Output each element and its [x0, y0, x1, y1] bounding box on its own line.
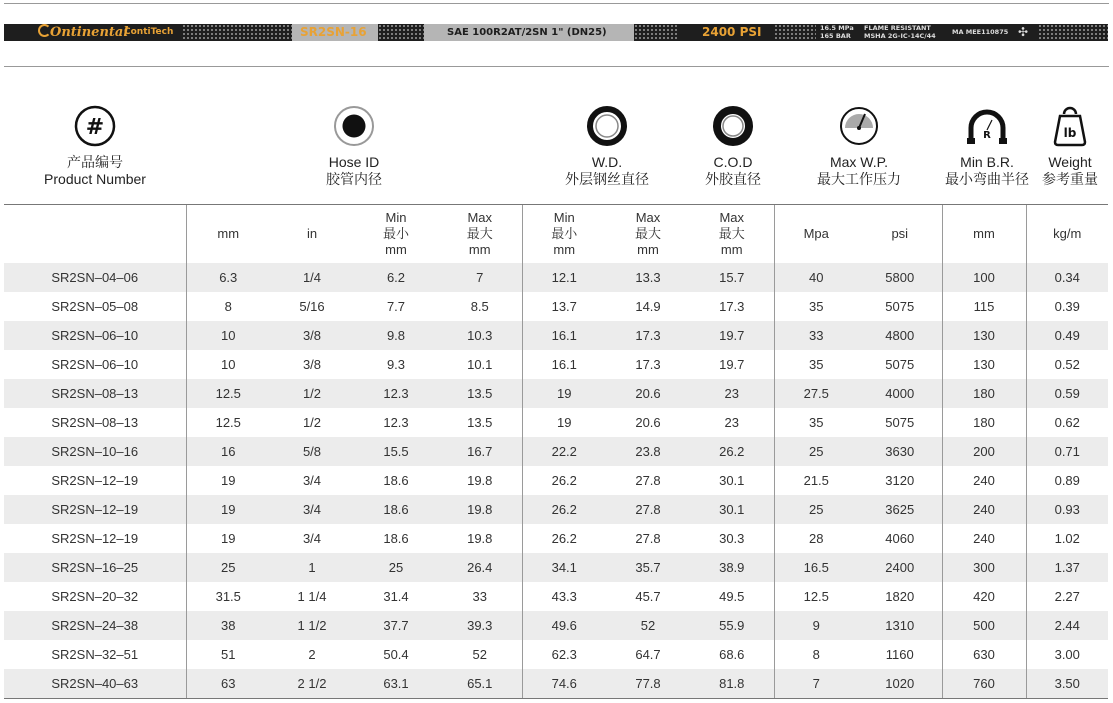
column-header: Min 最小 mm — [354, 205, 438, 264]
table-cell: 19.8 — [467, 531, 493, 546]
table-cell: 16.7 — [438, 437, 522, 466]
table-cell: 37.7 — [354, 611, 438, 640]
table-cell: 30.1 — [719, 473, 745, 488]
cod-en: C.O.D — [713, 154, 753, 170]
table-cell: 26.4 — [438, 553, 522, 582]
table-row — [4, 669, 1108, 699]
product-number-cell: SR2SN–12–19 — [51, 531, 139, 546]
table-cell: 27.8 — [606, 495, 690, 524]
banner-pressure: 2400 PSI — [702, 25, 762, 39]
table-cell: 7 — [438, 263, 522, 292]
header-product-number — [20, 104, 170, 188]
bend-radius-letter: R — [983, 130, 991, 141]
table-cell: 0.71 — [1026, 437, 1108, 466]
table-cell: 240 — [942, 466, 1026, 495]
table-cell: 65.1 — [438, 669, 522, 699]
table-cell: 55.9 — [690, 611, 774, 640]
table-cell: 10 — [186, 350, 270, 379]
table-cell: 3/4 — [302, 531, 322, 546]
table-cell: 12.3 — [383, 415, 409, 430]
table-cell: 12.3 — [354, 379, 438, 408]
table-cell: 19.8 — [467, 473, 493, 488]
wd-en: W.D. — [591, 154, 623, 170]
table-cell: 14.9 — [635, 299, 661, 314]
table-cell: 77.8 — [606, 669, 690, 699]
table-row — [4, 263, 1108, 292]
table-row — [4, 640, 1108, 669]
table-cell: 5/8 — [270, 437, 354, 466]
banner-model: SR2SN-16 — [300, 25, 367, 39]
table-cell: 30.3 — [719, 531, 745, 546]
table-cell: 4060 — [885, 531, 915, 546]
table-cell: 20.6 — [635, 415, 661, 430]
table-cell: 64.7 — [635, 647, 661, 662]
cod-zh: 外胶直径 — [705, 171, 761, 187]
table-cell: 7.7 — [386, 299, 406, 314]
table-cell: 3.00 — [1026, 640, 1108, 669]
bend-radius-icon — [965, 104, 1009, 148]
max-wp-zh: 最大工作压力 — [817, 171, 901, 187]
table-cell: 760 — [942, 669, 1026, 699]
table-row — [4, 495, 1108, 524]
table-cell: 18.6 — [383, 531, 409, 546]
table-cell: 115 — [942, 292, 1026, 321]
brand-logo: Ontinental — [38, 24, 128, 41]
table-cell: 19 — [522, 379, 606, 408]
table-cell: 0.89 — [1026, 466, 1108, 495]
min-br-en: Min B.R. — [960, 154, 1014, 170]
table-cell: 3630 — [858, 437, 942, 466]
table-row — [4, 350, 1108, 379]
table-cell: 200 — [942, 437, 1026, 466]
table-cell: 13.5 — [438, 379, 522, 408]
table-cell: 43.3 — [522, 582, 606, 611]
table-cell: 500 — [942, 611, 1026, 640]
table-cell: 35 — [774, 350, 858, 379]
table-row — [4, 553, 1108, 582]
table-cell: 23.8 — [606, 437, 690, 466]
table-cell: 5075 — [885, 299, 915, 314]
table-cell: 240 — [942, 495, 1026, 524]
table-cell: 35 — [774, 408, 858, 437]
table-cell: 12.5 — [186, 379, 270, 408]
table-row — [4, 408, 1108, 437]
table-cell: 45.7 — [635, 589, 661, 604]
table-cell: 2400 — [858, 553, 942, 582]
product-number-cell: SR2SN–32–51 — [51, 647, 139, 662]
table-row — [4, 524, 1108, 553]
table-cell: 5/16 — [299, 299, 325, 314]
table-cell: 1.37 — [1026, 553, 1108, 582]
pressure-gauge-icon — [837, 104, 881, 148]
table-cell: 27.8 — [635, 531, 661, 546]
product-number-cell: SR2SN–04–06 — [4, 263, 186, 292]
table-cell: 1/4 — [270, 263, 354, 292]
banner-ma: MA MEE110875 — [952, 28, 1009, 36]
table-cell: 180 — [942, 379, 1026, 408]
table-cell: 50.4 — [383, 647, 409, 662]
table-cell: 8 — [774, 640, 858, 669]
table-cell: 19 — [522, 408, 606, 437]
table-cell: 0.39 — [1026, 292, 1108, 321]
banner-cross-icon: ✣ — [1018, 25, 1029, 39]
table-cell: 180 — [942, 408, 1026, 437]
weight-en: Weight — [1048, 154, 1092, 170]
table-cell: 31.5 — [186, 582, 270, 611]
weight-icon — [1048, 104, 1092, 148]
table-cell: 31.4 — [383, 589, 409, 604]
table-cell: 6.2 — [354, 263, 438, 292]
table-cell: 38 — [186, 611, 270, 640]
table-cell: 4000 — [858, 379, 942, 408]
table-cell: 19.7 — [719, 357, 745, 372]
product-number-cell: SR2SN–16–25 — [4, 553, 186, 582]
sub-brand: ContiTech — [124, 27, 174, 37]
banner-msha: MSHA 2G-IC-14C/44 — [864, 32, 936, 40]
banner-mpa: 16.5 MPa — [820, 24, 854, 32]
column-header: in — [270, 205, 354, 264]
table-cell: 1020 — [858, 669, 942, 699]
table-cell: 15.5 — [354, 437, 438, 466]
product-number-cell: SR2SN–06–10 — [4, 321, 186, 350]
table-cell: 3.50 — [1026, 669, 1108, 699]
product-number-cell: SR2SN–06–10 — [51, 357, 139, 372]
table-row — [4, 437, 1108, 466]
table-cell: 3/4 — [302, 473, 322, 488]
table-cell: 1.02 — [1026, 524, 1108, 553]
table-row — [4, 466, 1108, 495]
column-header: kg/m — [1026, 205, 1108, 264]
column-header: mm — [186, 205, 270, 264]
table-row — [4, 582, 1108, 611]
product-number-cell: SR2SN–12–19 — [51, 473, 139, 488]
table-cell: 19.7 — [690, 321, 774, 350]
table-cell: 13.3 — [606, 263, 690, 292]
table-cell: 1820 — [885, 589, 915, 604]
table-cell: 51 — [186, 640, 270, 669]
table-cell: 25 — [774, 495, 858, 524]
table-cell: 19 — [186, 466, 270, 495]
table-cell: 5800 — [858, 263, 942, 292]
hash-icon — [73, 104, 117, 148]
product-number-cell: SR2SN–05–08 — [51, 299, 139, 314]
product-number-cell: SR2SN–40–63 — [4, 669, 186, 699]
header-weight — [1032, 104, 1108, 188]
table-cell: 0.62 — [1026, 408, 1108, 437]
table-cell: 100 — [942, 263, 1026, 292]
product-number-cell: SR2SN–08–13 — [51, 415, 139, 430]
table-cell: 18.6 — [354, 495, 438, 524]
product-number-cell: SR2SN–24–38 — [4, 611, 186, 640]
table-cell: 16.5 — [774, 553, 858, 582]
cover-od-icon — [711, 104, 755, 148]
header-cod — [678, 104, 788, 188]
table-cell: 34.1 — [522, 553, 606, 582]
table-cell: 6.3 — [186, 263, 270, 292]
product-number-cell: SR2SN–08–13 — [4, 379, 186, 408]
table-cell: 63 — [186, 669, 270, 699]
table-cell: 1/2 — [270, 379, 354, 408]
table-cell: 28 — [774, 524, 858, 553]
table-cell: 19.8 — [438, 495, 522, 524]
table-cell: 52 — [606, 611, 690, 640]
weight-letter: lb — [1063, 126, 1077, 140]
table-cell: 10 — [186, 321, 270, 350]
column-header-product — [4, 205, 186, 264]
column-header: psi — [858, 205, 942, 264]
table-cell: 27.8 — [635, 473, 661, 488]
svg-text:#: # — [85, 115, 105, 140]
table-cell: 10.1 — [467, 357, 493, 372]
table-cell: 26.2 — [522, 495, 606, 524]
column-header: mm — [942, 205, 1026, 264]
table-cell: 17.3 — [719, 299, 745, 314]
table-cell: 26.2 — [522, 524, 606, 553]
table-cell: 35.7 — [606, 553, 690, 582]
table-cell: 1160 — [885, 647, 914, 662]
table-cell: 5075 — [885, 357, 915, 372]
table-cell: 68.6 — [719, 647, 745, 662]
wire-diameter-icon — [585, 104, 629, 148]
table-row — [4, 611, 1108, 640]
table-cell: 19 — [186, 524, 270, 553]
banner-rule — [4, 66, 1109, 67]
column-header: Mpa — [774, 205, 858, 264]
table-cell: 9 — [774, 611, 858, 640]
header-hose-id — [299, 104, 409, 188]
table-cell: 17.3 — [635, 357, 661, 372]
table-cell: 49.5 — [719, 589, 745, 604]
table-cell: 12.5 — [186, 408, 270, 437]
table-cell: 2 — [308, 647, 316, 662]
table-cell: 1 1/2 — [270, 611, 354, 640]
table-cell: 13.5 — [467, 415, 493, 430]
hose-id-icon — [332, 104, 376, 148]
table-cell: 240 — [942, 524, 1026, 553]
banner-bar: 165 BAR — [820, 32, 851, 40]
table-cell: 1/2 — [302, 415, 322, 430]
table-cell: 130 — [942, 321, 1026, 350]
table-row — [4, 292, 1108, 321]
table-cell: 0.34 — [1026, 263, 1108, 292]
table-cell: 26.2 — [690, 437, 774, 466]
table-cell: 420 — [942, 582, 1026, 611]
column-header: Max 最大 mm — [606, 205, 690, 264]
table-cell: 17.3 — [606, 321, 690, 350]
header-min-br — [931, 104, 1043, 188]
table-cell: 27.5 — [774, 379, 858, 408]
table-cell: 49.6 — [522, 611, 606, 640]
column-header: Min 最小 mm — [522, 205, 606, 264]
product-number-cell: SR2SN–10–16 — [4, 437, 186, 466]
table-cell: 0.59 — [1026, 379, 1108, 408]
table-cell: 19 — [186, 495, 270, 524]
table-cell: 21.5 — [774, 466, 858, 495]
table-cell: 35 — [774, 292, 858, 321]
table-cell: 74.6 — [522, 669, 606, 699]
table-cell: 52 — [472, 647, 487, 662]
table-cell: 40 — [774, 263, 858, 292]
table-cell: 0.93 — [1026, 495, 1108, 524]
table-cell: 3120 — [885, 473, 915, 488]
product-number-zh: 产品编号 — [67, 154, 123, 170]
table-cell: 25 — [186, 553, 270, 582]
table-cell: 23 — [724, 415, 739, 430]
table-row — [4, 321, 1108, 350]
table-cell: 3/8 — [302, 357, 322, 372]
table-cell: 0.49 — [1026, 321, 1108, 350]
table-cell: 4800 — [858, 321, 942, 350]
table-cell: 12.1 — [522, 263, 606, 292]
table-cell: 15.7 — [690, 263, 774, 292]
table-cell: 81.8 — [690, 669, 774, 699]
table-cell: 9.3 — [386, 357, 406, 372]
table-cell: 63.1 — [354, 669, 438, 699]
table-cell: 1 — [270, 553, 354, 582]
table-cell: 3/4 — [270, 495, 354, 524]
header-wd — [552, 104, 662, 188]
banner-spec: SAE 100R2AT/2SN 1" (DN25) — [447, 27, 607, 38]
top-rule — [4, 3, 1109, 4]
table-cell: 33 — [774, 321, 858, 350]
table-cell: 39.3 — [438, 611, 522, 640]
table-cell: 2.27 — [1026, 582, 1108, 611]
banner-flame: FLAME RESISTANT — [864, 24, 931, 32]
product-number-en: Product Number — [44, 171, 146, 187]
header-max-wp — [803, 104, 915, 188]
table-cell: 13.7 — [522, 292, 606, 321]
table-cell: 16.1 — [522, 350, 606, 379]
wd-zh: 外层钢丝直径 — [565, 171, 649, 187]
table-cell: 62.3 — [522, 640, 606, 669]
table-cell: 33 — [472, 589, 487, 604]
table-cell: 38.9 — [690, 553, 774, 582]
table-cell: 3625 — [858, 495, 942, 524]
table-cell: 25 — [354, 553, 438, 582]
hose-print-banner — [4, 24, 1108, 41]
table-cell: 20.6 — [606, 379, 690, 408]
hose-id-zh: 胶管内径 — [326, 171, 382, 187]
table-cell: 130 — [942, 350, 1026, 379]
table-cell: 16 — [186, 437, 270, 466]
table-cell: 26.2 — [522, 466, 606, 495]
max-wp-en: Max W.P. — [829, 154, 889, 170]
table-cell: 3/8 — [270, 321, 354, 350]
table-cell: 9.8 — [354, 321, 438, 350]
table-cell: 630 — [942, 640, 1026, 669]
min-br-zh: 最小弯曲半径 — [945, 171, 1029, 187]
table-cell: 2.44 — [1026, 611, 1108, 640]
table-cell: 30.1 — [690, 495, 774, 524]
table-cell: 16.1 — [522, 321, 606, 350]
table-cell: 1310 — [858, 611, 942, 640]
table-cell: 0.52 — [1026, 350, 1108, 379]
table-row — [4, 379, 1108, 408]
table-cell: 7 — [774, 669, 858, 699]
table-cell: 10.3 — [438, 321, 522, 350]
hose-id-en: Hose ID — [328, 154, 380, 170]
table-cell: 23 — [690, 379, 774, 408]
column-header: Max 最大 mm — [438, 205, 522, 264]
product-number-cell: SR2SN–20–32 — [51, 589, 139, 604]
table-cell: 300 — [942, 553, 1026, 582]
table-cell: 2 1/2 — [270, 669, 354, 699]
table-cell: 1 1/4 — [297, 589, 327, 604]
table-header-row — [4, 205, 1108, 264]
table-cell: 12.5 — [774, 582, 858, 611]
table-cell: 8 — [186, 292, 270, 321]
table-cell: 8.5 — [470, 299, 489, 314]
table-cell: 22.2 — [522, 437, 606, 466]
product-number-cell: SR2SN–12–19 — [4, 495, 186, 524]
table-cell: 25 — [774, 437, 858, 466]
column-header: Max 最大 mm — [690, 205, 774, 264]
table-cell: 5075 — [885, 415, 915, 430]
spec-table — [4, 204, 1108, 699]
table-cell: 18.6 — [383, 473, 409, 488]
weight-zh: 参考重量 — [1042, 171, 1098, 187]
